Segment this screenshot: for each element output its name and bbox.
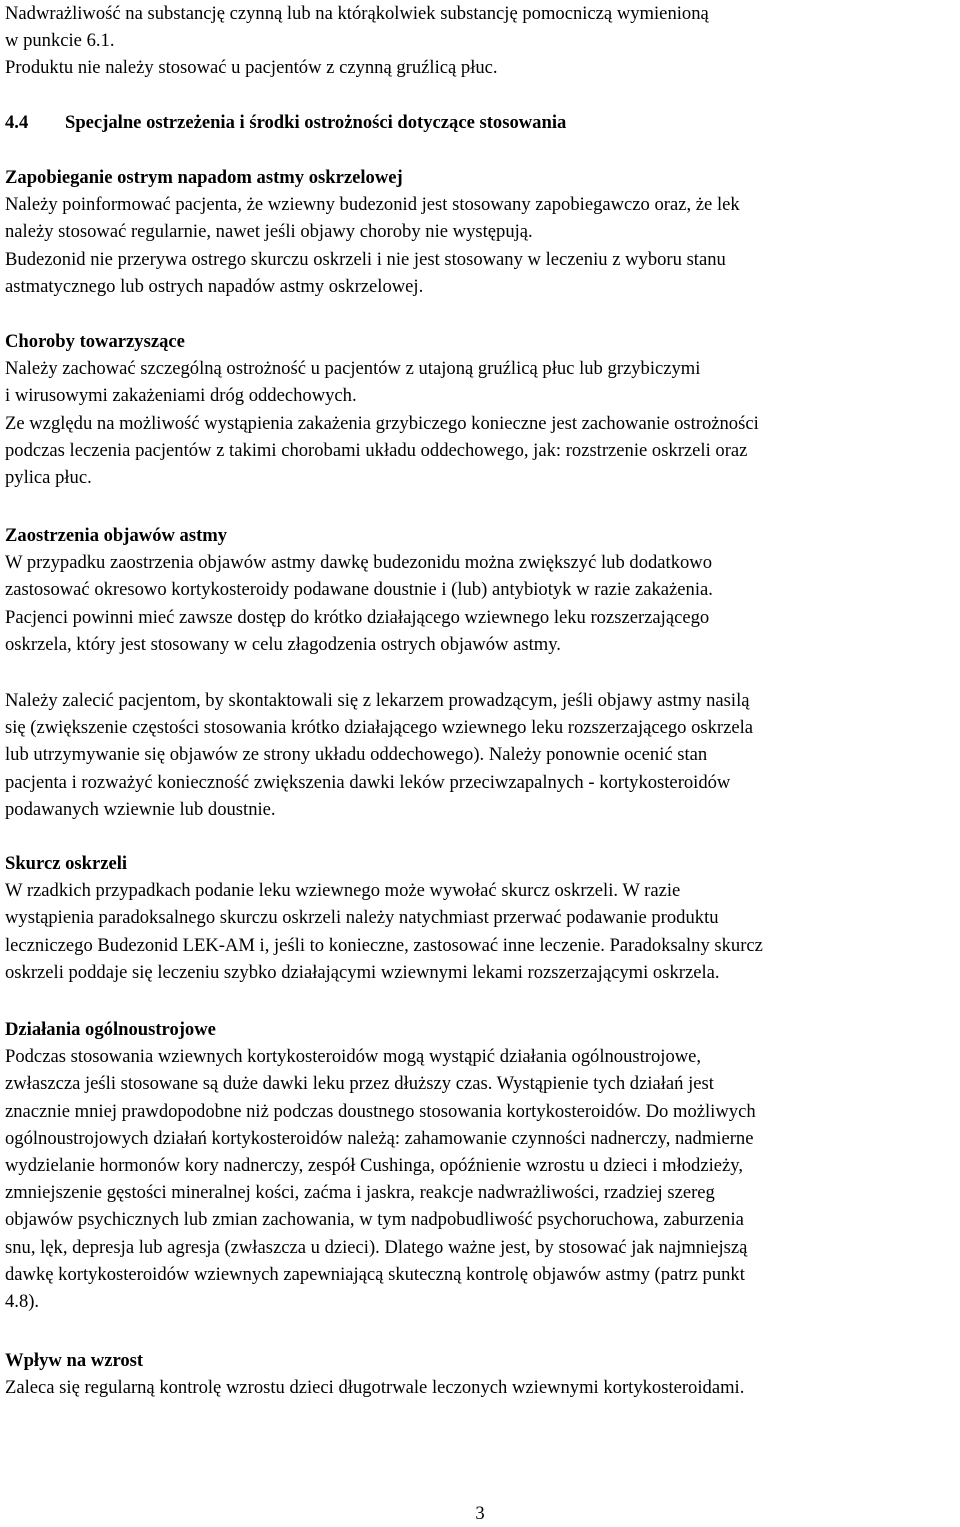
intro-line: Produktu nie należy stosować u pacjentów z czynną gruźlicą płuc. [5, 57, 498, 79]
text-line: należy stosować regularnie, nawet jeśli objawy choroby nie występują. [5, 221, 533, 243]
text-line: Podczas stosowania wziewnych kortykosteroidów mogą wystąpić działania ogólnoustrojowe, [5, 1046, 702, 1068]
intro-line: w punkcie 6.1. [5, 30, 115, 52]
text-line: dawkę kortykosteroidów wziewnych zapewniającą skuteczną kontrolę objawów astmy (patrz punkt [5, 1263, 745, 1285]
text-line: Należy poinformować pacjenta, że wziewny budezonid jest stosowany zapobiegawczo oraz, że lek [5, 194, 740, 216]
asthma-exacerbation-followup [5, 687, 753, 823]
section-number: 4.4 [5, 112, 29, 133]
text-line: W rzadkich przypadkach podanie leku wziewnego może wywołać skurcz oskrzeli. W razie [5, 880, 681, 902]
text-line: lub utrzymywanie się objawów ze strony układu oddechowego). Należy ponownie ocenić stan [5, 744, 708, 766]
text-line: snu, lęk, depresja lub agresja (zwłaszcza u dzieci). Dlatego ważne jest, by stosować jak najmniejszą [5, 1236, 748, 1258]
subsection-heading: Zaostrzenia objawów astmy [5, 525, 228, 546]
subsection-heading: Skurcz oskrzeli [5, 853, 128, 874]
text-line: się (zwiększenie częstości stosowania krótko działającego wziewnego leku rozszerzającego oskrzela [5, 717, 754, 739]
text-line: Budezonid nie przerywa ostrego skurczu oskrzeli i nie jest stosowany w leczeniu z wyboru stanu [5, 248, 726, 270]
text-line: 4.8). [5, 1291, 40, 1313]
subsection-comorbidities [5, 328, 759, 491]
intro-paragraph [5, 0, 709, 82]
section-heading [5, 109, 566, 136]
text-line: znacznie mniej prawdopodobne niż podczas doustnego stosowania kortykosteroidów. Do możliwych [5, 1100, 756, 1122]
text-line: oskrzeli poddaje się leczeniu szybko działającymi wziewnymi lekami rozszerzającymi oskrzela. [5, 961, 720, 983]
text-line: Ze względu na możliwość wystąpienia zakażenia grzybiczego konieczne jest zachowanie ostrożności [5, 412, 759, 434]
text-line: Należy zachować szczególną ostrożność u pacjentów z utajoną gruźlicą płuc lub grzybiczymi [5, 358, 701, 380]
text-line: W przypadku zaostrzenia objawów astmy dawkę budezonidu można zwiększyć lub dodatkowo [5, 552, 713, 574]
text-line: zmniejszenie gęstości mineralnej kości, zaćma i jaskra, reakcje nadwrażliwości, rzadziej szereg [5, 1182, 715, 1204]
subsection-heading: Wpływ na wzrost [5, 1350, 144, 1371]
text-line: zwłaszcza jeśli stosowane są duże dawki leku przez dłuższy czas. Wystąpienie tych działań jest [5, 1073, 714, 1095]
subsection-asthma-prevention [5, 164, 740, 300]
text-line: wystąpienia paradoksalnego skurczu oskrzeli należy natychmiast przerwać podawanie produktu [5, 907, 719, 929]
text-line: Pacjenci powinni mieć zawsze dostęp do krótko działającego wziewnego leku rozszerzającego [5, 606, 710, 628]
subsection-heading: Choroby towarzyszące [5, 331, 185, 352]
subsection-heading: Zapobieganie ostrym napadom astmy oskrzelowej [5, 167, 403, 188]
subsection-bronchospasm [5, 850, 763, 986]
text-line: Zaleca się regularną kontrolę wzrostu dzieci długotrwale leczonych wziewnymi kortykosteroidami. [5, 1377, 745, 1399]
text-line: ogólnoustrojowych działań kortykosteroidów należą: zahamowanie czynności nadnerczy, nadmierne [5, 1127, 754, 1149]
intro-line: Nadwrażliwość na substancję czynną lub na którąkolwiek substancję pomocniczą wymienioną [5, 3, 709, 24]
text-line: astmatycznego lub ostrych napadów astmy oskrzelowej. [5, 275, 424, 297]
subsection-growth-effect [5, 1347, 744, 1401]
subsection-heading: Działania ogólnoustrojowe [5, 1019, 216, 1040]
section-title: Specjalne ostrzeżenia i środki ostrożności dotyczące stosowania [65, 112, 567, 133]
text-line: pylica płuc. [5, 467, 92, 489]
text-line: pacjenta i rozważyć konieczność zwiększenia dawki leków przeciwzapalnych - kortykosteroidów [5, 771, 731, 793]
text-line: podczas leczenia pacjentów z takimi chorobami układu oddechowego, jak: rozstrzenie oskrzeli oraz [5, 439, 748, 461]
text-line: wydzielanie hormonów kory nadnerczy, zespół Cushinga, opóźnienie wzrostu u dzieci i młodzieży, [5, 1155, 744, 1177]
subsection-asthma-exacerbation [5, 522, 713, 658]
text-line: leczniczego Budezonid LEK-AM i, jeśli to konieczne, zastosować inne leczenie. Paradoksalny skurcz [5, 934, 763, 956]
subsection-systemic-effects [5, 1016, 756, 1315]
text-line: podawanych wziewnie lub doustnie. [5, 798, 276, 820]
text-line: zastosować okresowo kortykosteroidy podawane doustnie i (lub) antybiotyk w razie zakażenia. [5, 579, 713, 601]
page-number: 3 [475, 1503, 485, 1524]
text-line: oskrzela, który jest stosowany w celu złagodzenia ostrych objawów astmy. [5, 633, 561, 655]
text-line: objawów psychicznych lub zmian zachowania, w tym nadpobudliwość psychoruchowa, zaburzenia [5, 1209, 744, 1231]
text-line: i wirusowymi zakażeniami dróg oddechowych. [5, 385, 357, 407]
text-line: Należy zalecić pacjentom, by skontaktowali się z lekarzem prowadzącym, jeśli objawy astmy nasilą [5, 690, 750, 711]
